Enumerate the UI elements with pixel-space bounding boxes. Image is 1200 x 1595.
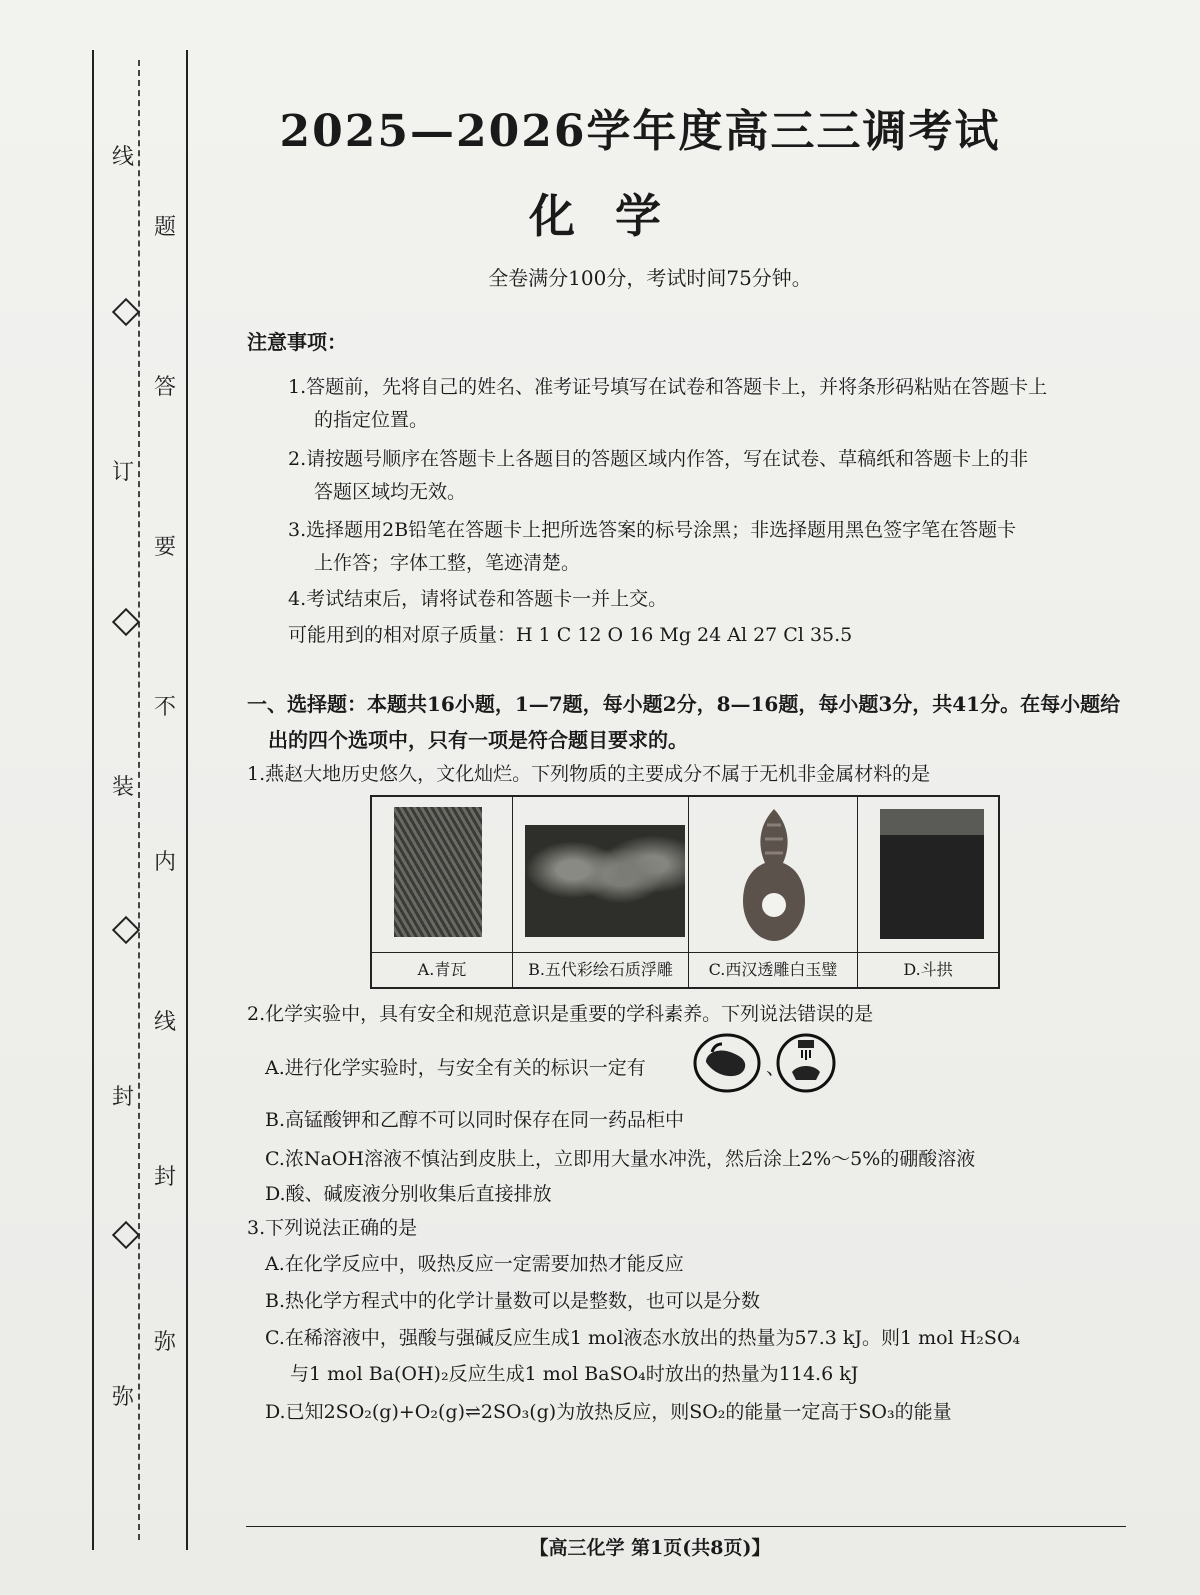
q2-option-c: C.浓NaOH溶液不慎沾到皮肤上，立即用大量水冲洗，然后涂上2%～5%的硼酸溶液 [265, 1148, 976, 1170]
margin-char: 弥 [153, 1330, 176, 1355]
margin-char: 答 [153, 375, 176, 400]
notice-line: 上作答；字体工整，笔迹清楚。 [314, 552, 581, 574]
q2-option-a [265, 1054, 646, 1082]
stone-relief-image [525, 825, 685, 937]
q2-option-b: B.高锰酸钾和乙醇不可以同时保存在同一药品柜中 [265, 1109, 685, 1131]
q3-option-c-line2: 与1 mol Ba(OH)₂反应生成1 mol BaSO₄时放出的热量为114.6 kJ [290, 1363, 859, 1385]
q2-option-d: D.酸、碱废液分别收集后直接排放 [265, 1183, 552, 1205]
exam-info: 全卷满分100分，考试时间75分钟。 [488, 266, 812, 290]
margin-char: 题 [153, 215, 176, 240]
hot-surface-icon [692, 1032, 762, 1094]
q2-option-a-text: A.进行化学实验时，与安全有关的标识一定有 [265, 1057, 646, 1079]
subject-title: 化学 [529, 189, 701, 243]
margin-char: 封 [111, 1085, 134, 1110]
notice-line: 3.选择题用2B铅笔在答题卡上把所选答案的标号涂黑；非选择题用黑色签字笔在答题卡 [288, 519, 1017, 541]
option-d-cell [858, 797, 998, 987]
margin-char: 线 [111, 145, 134, 170]
page-footer: 【高三化学 第1页(共8页)】 [529, 1537, 771, 1559]
atomic-mass-line: 可能用到的相对原子质量：H 1 C 12 O 16 Mg 24 Al 27 Cl 35.5 [288, 624, 853, 646]
margin-char: 要 [153, 535, 176, 560]
section-heading-cont: 出的四个选项中，只有一项是符合题目要求的。 [268, 728, 688, 752]
notice-line: 2.请按题号顺序在答题卡上各题目的答题区域内作答，写在试卷、草稿纸和答题卡上的非 [288, 448, 1029, 470]
option-a-cell [372, 797, 513, 987]
notice-line: 答题区域均无效。 [314, 481, 467, 503]
notice-heading: 注意事项： [247, 330, 347, 354]
q3-option-c-line1: C.在稀溶液中，强酸与强碱反应生成1 mol液态水放出的热量为57.3 kJ。则1 mol H₂SO₄ [265, 1327, 1021, 1349]
margin-char: 订 [111, 460, 134, 485]
dougong-image [880, 809, 984, 939]
blue-tile-image [394, 807, 482, 937]
wash-hands-icon [776, 1032, 836, 1094]
option-d-caption: D.斗拱 [858, 952, 998, 987]
dashed-seal-line [138, 60, 140, 1540]
question-2-stem: 2.化学实验中，具有安全和规范意识是重要的学科素养。下列说法错误的是 [247, 1003, 874, 1025]
margin-char: 内 [153, 850, 176, 875]
option-c-cell [689, 797, 858, 987]
option-b-cell [513, 797, 689, 987]
margin-char: 封 [153, 1165, 176, 1190]
q3-option-b: B.热化学方程式中的化学计量数可以是整数，也可以是分数 [265, 1290, 761, 1312]
margin-char: 装 [111, 775, 134, 800]
notice-line: 4.考试结束后，请将试卷和答题卡一并上交。 [288, 588, 668, 610]
q3-option-a: A.在化学反应中，吸热反应一定需要加热才能反应 [265, 1253, 684, 1275]
q3-option-d: D.已知2SO₂(g)+O₂(g)⇌2SO₃(g)为放热反应，则SO₂的能量一定高于SO₃的能量 [265, 1401, 952, 1423]
option-a-caption: A.青瓦 [372, 952, 512, 987]
q2-option-a-sep: 、 [766, 1057, 786, 1079]
margin-char: 弥 [111, 1385, 134, 1410]
notice-line: 的指定位置。 [314, 409, 429, 431]
exam-title: 2025—2026学年度高三三调考试 [279, 106, 1001, 157]
section-heading: 一、选择题：本题共16小题，1—7题，每小题2分，8—16题，每小题3分，共41分。在每小题给 [247, 692, 1121, 716]
question-1-stem: 1.燕赵大地历史悠久，文化灿烂。下列物质的主要成分不属于无机非金属材料的是 [247, 763, 931, 785]
margin-char: 线 [153, 1010, 176, 1035]
question-3-stem: 3.下列说法正确的是 [247, 1217, 418, 1239]
jade-bi-image [729, 805, 819, 945]
notice-line: 1.答题前，先将自己的姓名、准考证号填写在试卷和答题卡上，并将条形码粘贴在答题卡上 [288, 376, 1048, 398]
margin-char: 不 [153, 695, 176, 720]
q1-image-table [370, 795, 1000, 989]
option-c-caption: C.西汉透雕白玉璧 [689, 952, 857, 987]
option-b-caption: B.五代彩绘石质浮雕 [513, 952, 688, 987]
footer-rule [246, 1526, 1126, 1527]
